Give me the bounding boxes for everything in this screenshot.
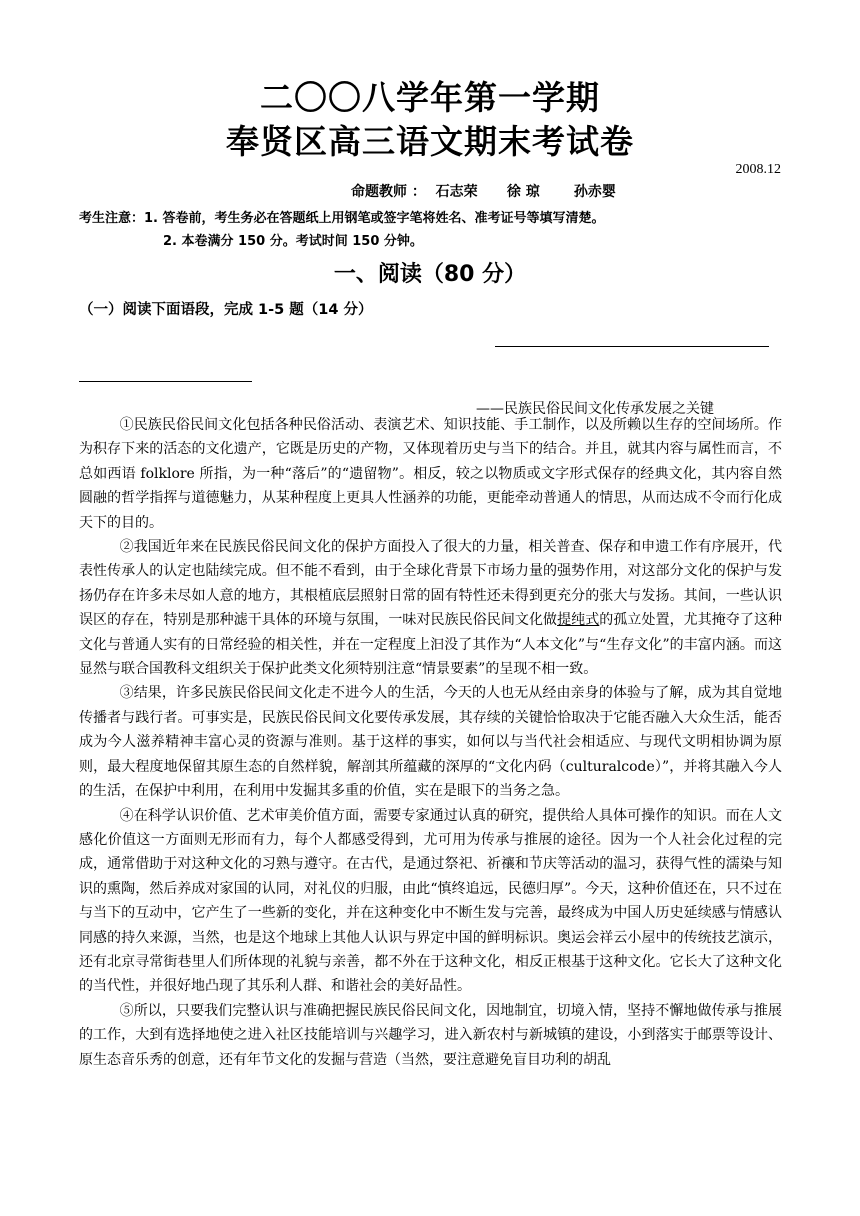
paragraph-5: ⑤所以，只要我们完整认识与准确把握民族民俗民间文化，因地制宜，切境入情，坚持不懈地做传承与推展的工作，大到有选择地使之进入社区技能培训与兴趣学习，进入新农村与新城镇的建设，小到落实于邮票等设计、原生态音乐秀的创意，还有年节文化的发掘与营造（当然，要注意避免盲目功利的胡乱 xyxy=(79,1002,782,1068)
underlined-term: 提纯式 xyxy=(557,612,600,629)
notice-line-2: 2. 本卷满分 150 分。考试时间 150 分钟。 xyxy=(163,234,423,249)
section-heading: 一、阅读（80 分） xyxy=(333,262,527,287)
paragraph-3: ③结果，许多民族民俗民间文化走不进今人的生活，今天的人也无从经由亲身的体验与了解，成为其自觉地传播者与践行者。可事实是，民族民俗民间文化要传承发展，其存续的关键恰恰取决于它能否融入大众生活，能否成为今人滋养精神丰富心灵的资源与准则。基于这样的事实，如何以与当代社会相适应、与现代文明相协调为原则，最大程度地保留其原生态的自然样貌，解剖其所蕴藏的深厚的“文化内码（culturalcode）”，并将其融入今人的生活，在保护中利用，在利用中发掘其多重的价值，实在是眼下的当务之急。 xyxy=(79,685,782,800)
exam-title-line2: 奉贤区高三语文期末考试卷 xyxy=(226,122,634,161)
exam-date: 2008.12 xyxy=(735,162,781,177)
paragraph-2-part-a: ②我国近年来在民族民俗民间文化的保护方面投入了很大的力量，相关普查、保存和申遗工作有序展开，代表性传承人的认定也陆续完成。但不能不看到，由于全球化背景下市场力量的强势作用，对这部分文化的保护与发扬仍存在许多未尽如人意的地方，其根植底层照射日常的固有特性还未得到更充分的张大与发扬。其间，一些认识误区的存在，特别是那种滤干具体的环境与氛围，一味对民族民俗民间文化做 xyxy=(79,539,782,629)
exam-title-line1: 二〇〇八学年第一学期 xyxy=(260,78,600,117)
title-blank-line xyxy=(495,346,769,347)
article-body xyxy=(79,413,782,1072)
paragraph-2 xyxy=(79,535,782,681)
exam-teachers: 命题教师 ： 石志荣 徐 琼 孙赤婴 xyxy=(351,184,616,200)
paragraph-1: ①民族民俗民间文化包括各种民俗活动、表演艺术、知识技能、手工制作，以及所赖以生存的空间场所。作为积存下来的活态的文化遗产，它既是历史的产物，又体现着历史与当下的结合。并且，就其内容与属性而言，不总如西语 folklore 所指，为一种“落后”的“遗留物”。相反，较之以物质或文字形式保存的经典文化，其内容自然圆融的哲学指挥与道德魅力，从某种程度上更具人性涵养的功能，更能牵动普通人的情思，从而达成不令而行化成天下的目的。 xyxy=(79,417,782,531)
paragraph-4: ④在科学认识价值、艺术审美价值方面，需要专家通过认真的研究，提供给人具体可操作的知识。而在人文感化价值这一方面则无形而有力，每个人都感受得到，尤可用为传承与推展的途径。因为一个人社会化过程的完成，通常借助于对这种文化的习熟与遵守。在古代，是通过祭祀、祈禳和节庆等活动的温习，获得气性的濡染与知识的熏陶，然后养成对家国的认同，对礼仪的归服，由此“慎终追远，民德归厚”。今天，这种价值还在，只不过在与当下的互动中，它产生了一些新的变化，并在这种变化中不断生发与完善，最终成为中国人历史延续感与情感认同感的持久来源，当然，也是这个地球上其他人认识与界定中国的鲜明标识。奥运会祥云小屋中的传统技艺演示，还有北京寻常街巷里人们所体现的礼貌与亲善，都不外在于这种文化，相反正根基于这种文化。它长大了这种文化的当代性，并很好地凸现了其乐利人群、和谐社会的美好品性。 xyxy=(79,807,782,995)
notice-line-1: 考生注意：1. 答卷前，考生务必在答题纸上用钢笔或签字笔将姓名、准考证号等填写清楚。 xyxy=(79,211,605,226)
article-subtitle: ——民族民俗民间文化传承发展之关键 xyxy=(476,401,714,417)
title-blank-line-2 xyxy=(79,381,252,382)
paragraph-2-part-b: 的孤立处置，尤其掩夺了这种文化与普通人实有的日常经验的相关性，并在一定程度上汩没了其作为“人本文化”与“生存文化”的丰富内涵。而这显然与联合国教科文组织关于保护此类文化须特别注意“情景要素”的呈现不相一致。 xyxy=(79,612,783,678)
subsection-heading: （一）阅读下面语段，完成 1-5 题（14 分） xyxy=(79,302,373,318)
